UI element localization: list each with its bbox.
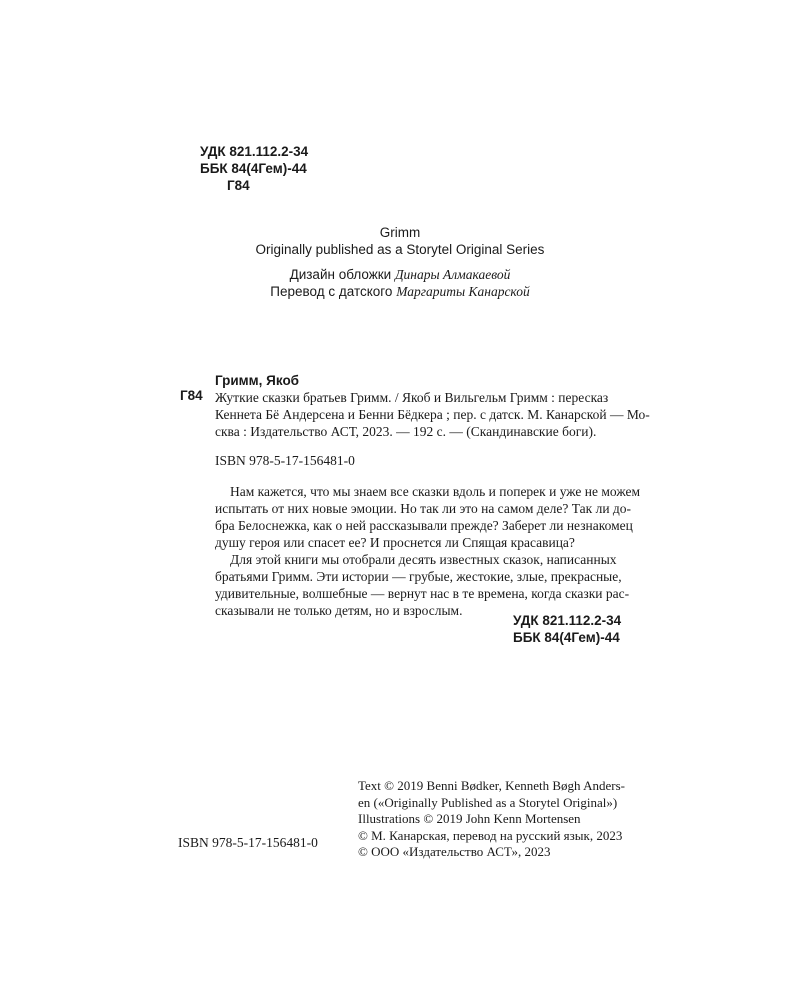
catalog-description-line: Кеннета Бё Андерсена и Бенни Бёдкера ; пер. с датск. М. Канарской — Мо- xyxy=(215,407,650,422)
cover-design-prefix: Дизайн обложки xyxy=(289,267,395,282)
copyright-line: Illustrations © 2019 John Kenn Mortensen xyxy=(358,811,581,826)
catalog-cutter-code: Г84 xyxy=(180,388,203,403)
abstract-line: удивительные, волшебные — вернут нас в те времена, когда сказки рас- xyxy=(215,586,630,601)
translator-name: Маргариты Канарской xyxy=(396,284,530,299)
series-subtitle: Originally published as a Storytel Original Series xyxy=(255,242,545,257)
catalog-description-line: Жуткие сказки братьев Гримм. / Якоб и Вильгельм Гримм : пересказ xyxy=(215,390,609,405)
abstract-line: братьями Гримм. Эти истории — грубые, жестокие, злые, прекрасные, xyxy=(215,569,622,584)
cover-designer-name: Динары Алмакаевой xyxy=(394,267,511,282)
cover-design-credit xyxy=(0,266,800,283)
series-title: Grimm xyxy=(379,225,421,240)
translation-credit xyxy=(0,283,800,300)
catalog-author: Гримм, Якоб xyxy=(215,373,300,388)
bbk-code: ББК 84(4Гем)-44 xyxy=(513,630,620,645)
cutter-code: Г84 xyxy=(227,178,250,193)
classification-codes-right xyxy=(513,612,621,646)
series-info xyxy=(0,224,800,258)
isbn-bottom: ISBN 978-5-17-156481-0 xyxy=(178,835,318,850)
translation-prefix: Перевод с датского xyxy=(270,284,397,299)
catalog-record xyxy=(215,372,650,469)
copyright-line: Text © 2019 Benni Bødker, Kenneth Bøgh Anders- xyxy=(358,778,625,793)
abstract-line: Нам кажется, что мы знаем все сказки вдоль и поперек и уже не можем xyxy=(230,484,641,499)
abstract-line: сказывали не только детям, но и взрослым. xyxy=(215,603,463,618)
catalog-description-line: сква : Издательство АСТ, 2023. — 192 с. — (Скандинавские боги). xyxy=(215,424,597,439)
abstract-line: бра Белоснежка, как о ней рассказывали прежде? Заберет ли незнакомец xyxy=(215,518,633,533)
copyright-line: © М. Канарская, перевод на русский язык, 2023 xyxy=(358,827,623,843)
copyright-block xyxy=(358,778,625,861)
credits xyxy=(0,266,800,300)
abstract-line: Для этой книги мы отобрали десять известных сказок, написанных xyxy=(230,552,617,567)
book-abstract xyxy=(215,483,641,619)
bbk-code: ББК 84(4Гем)-44 xyxy=(200,161,307,176)
abstract-line: душу героя или спасет ее? И проснется ли Спящая красавица? xyxy=(215,535,575,550)
copyright-line: © ООО «Издательство АСТ», 2023 xyxy=(358,844,551,859)
catalog-isbn: ISBN 978-5-17-156481-0 xyxy=(215,453,355,468)
udk-code: УДК 821.112.2-34 xyxy=(513,613,622,628)
copyright-line: en («Originally Published as a Storytel Original») xyxy=(358,794,618,810)
abstract-line: испытать от них новые эмоции. Но так ли это на самом деле? Так ли до- xyxy=(215,501,632,516)
classification-codes-top xyxy=(200,143,308,194)
udk-code: УДК 821.112.2-34 xyxy=(200,144,309,159)
